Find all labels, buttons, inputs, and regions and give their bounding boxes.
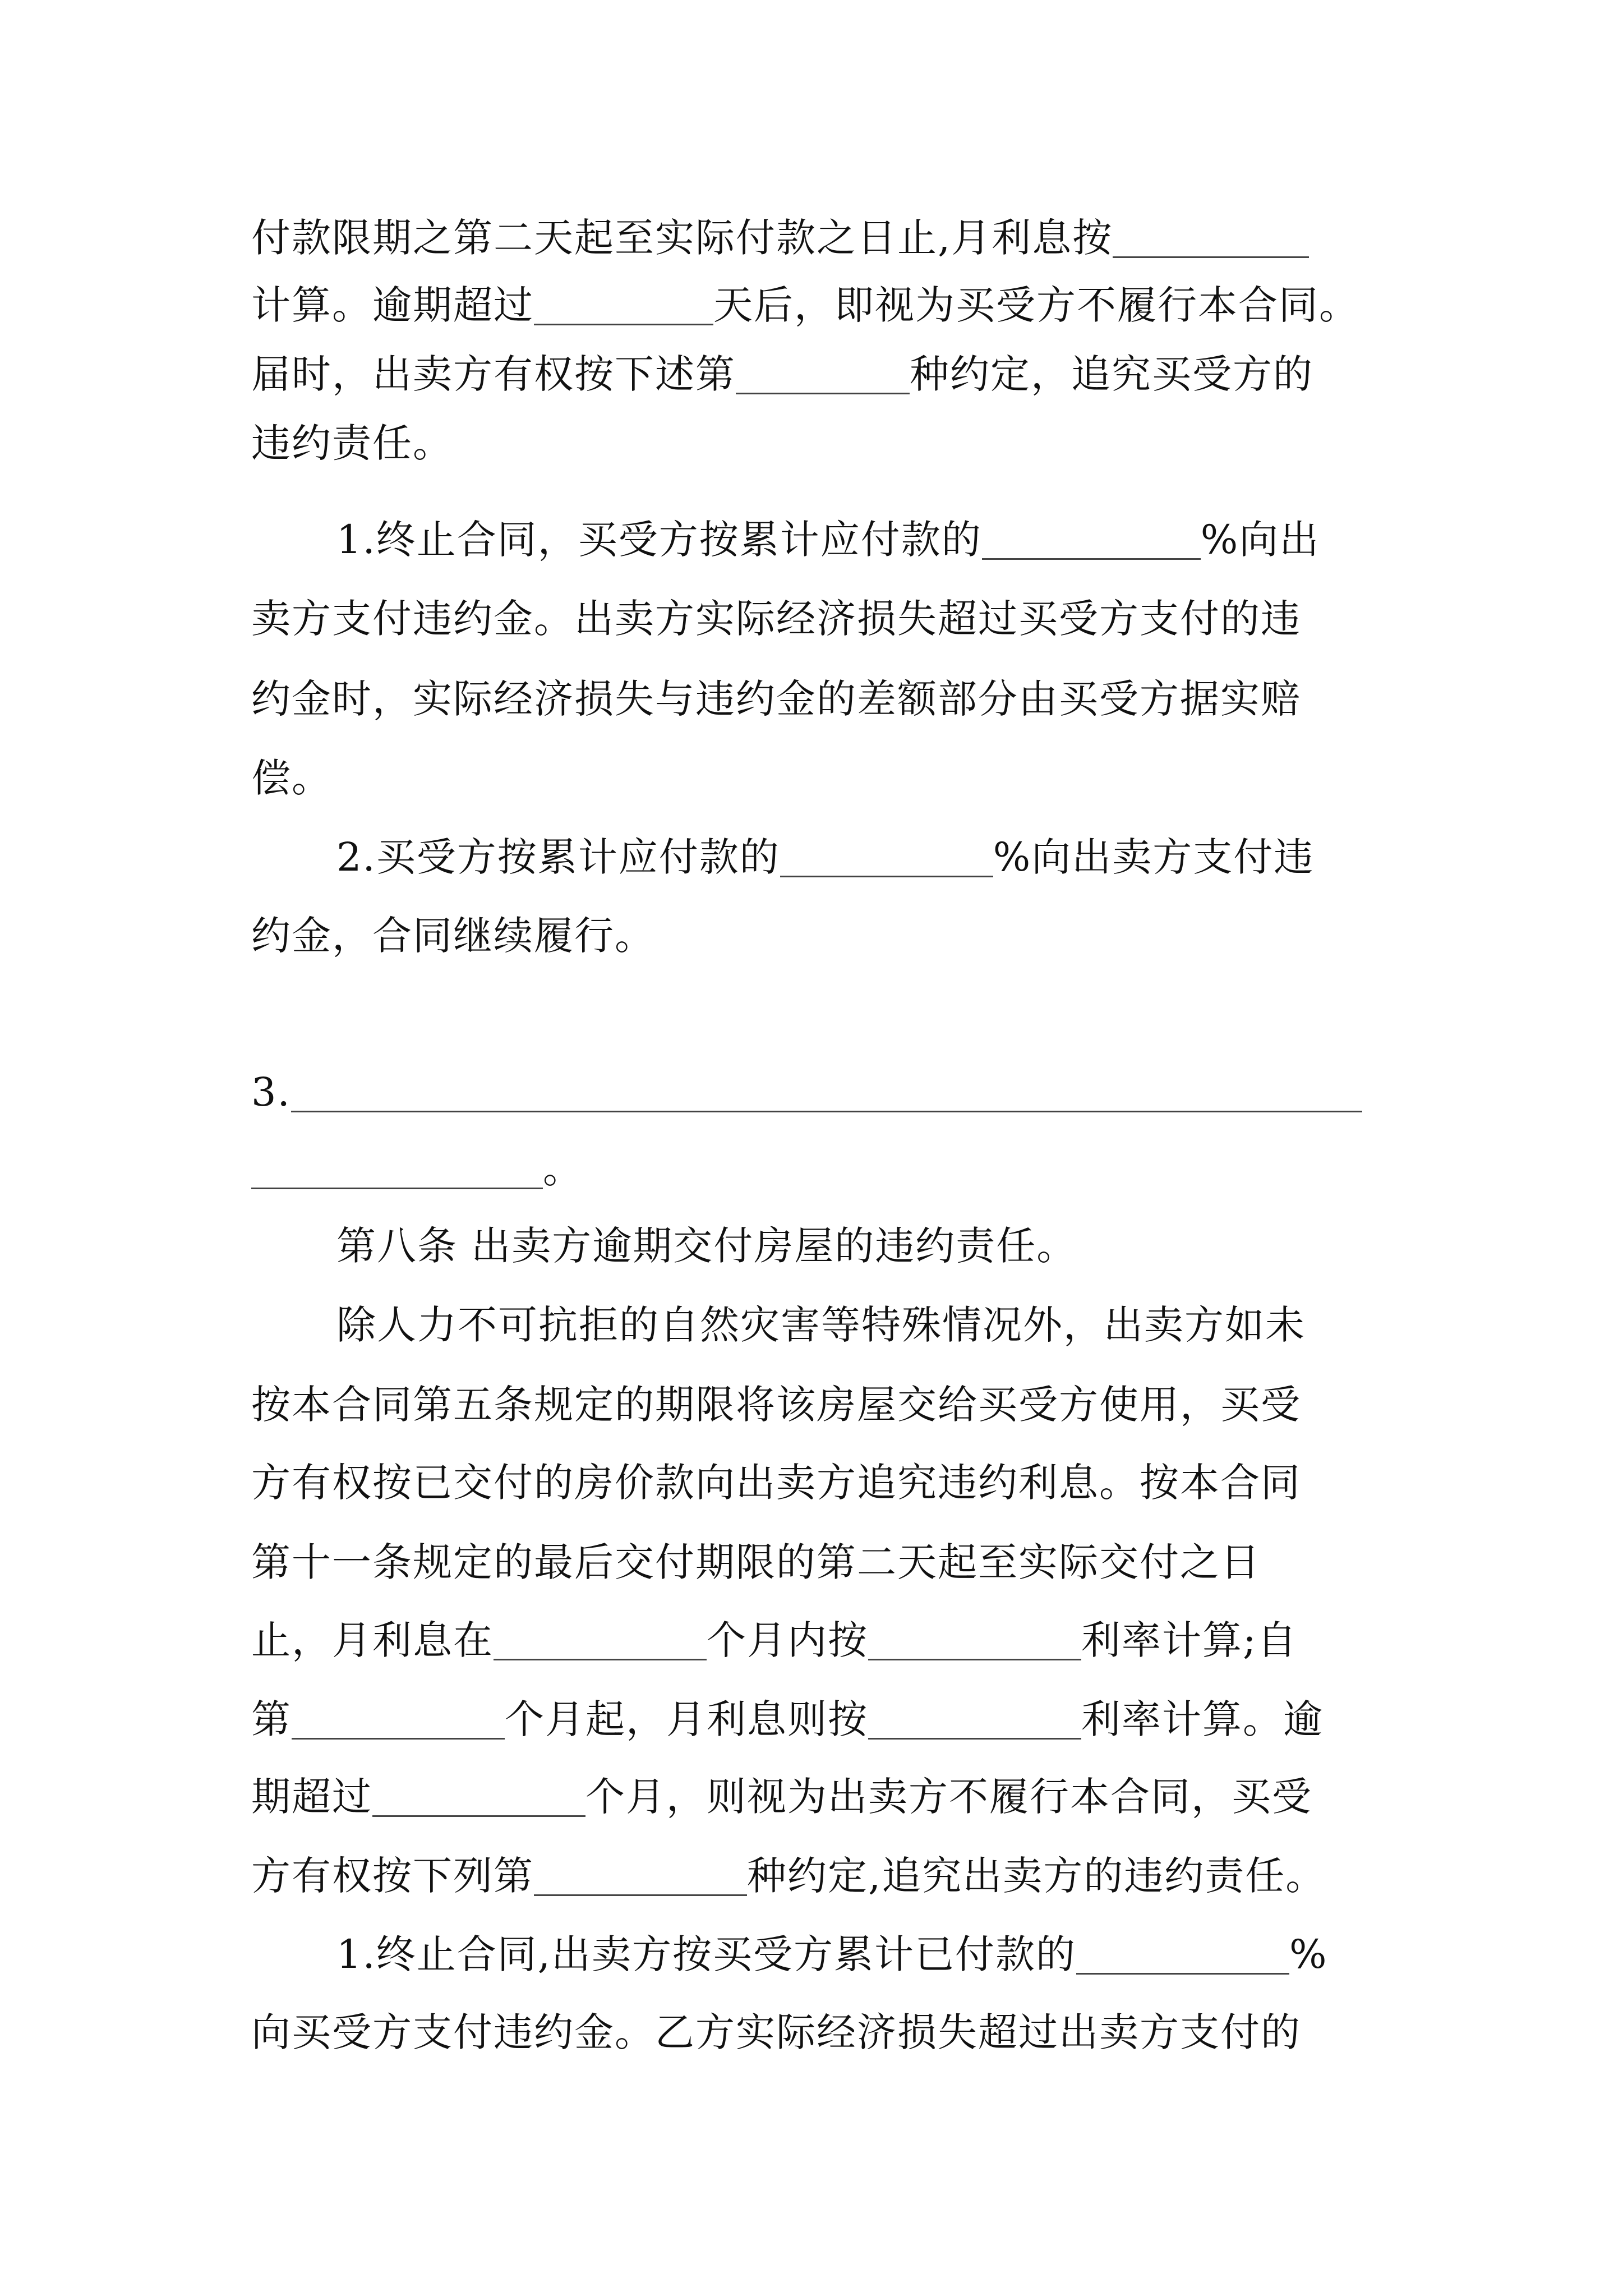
text-segment: %向出 [1200, 517, 1320, 563]
text-line [336, 512, 1320, 568]
text-segment: 期超过 [251, 1774, 372, 1820]
fill-blank[interactable] [868, 1704, 1081, 1740]
fill-blank[interactable] [372, 1782, 585, 1817]
text-segment: % [1289, 1931, 1328, 1977]
text-segment: 。 [543, 1146, 583, 1192]
fill-blank[interactable] [292, 1704, 505, 1740]
text-line [251, 2004, 1301, 2060]
text-segment: 止，月利息在 [251, 1617, 494, 1663]
text-segment: 偿。 [251, 755, 332, 801]
text-segment: 第十一条规定的最后交付期限的第二天起至实际交付之日 [251, 1539, 1261, 1585]
text-segment: 个月内按 [707, 1617, 868, 1663]
text-line [251, 210, 1309, 266]
text-line [336, 1926, 1328, 1982]
fill-blank[interactable] [780, 842, 993, 877]
text-segment: 方有权按下列第 [251, 1853, 534, 1899]
section-heading [336, 1218, 1077, 1274]
fill-blank[interactable] [982, 524, 1201, 560]
text-segment: 天后，即视为买受方不履行本合同。 [713, 282, 1359, 328]
text-line [251, 1612, 1298, 1668]
text-segment: 3. [251, 1069, 291, 1115]
text-line [336, 829, 1314, 885]
text-segment: 2.买受方按累计应付款的 [336, 834, 780, 880]
text-segment: 计算。逾期超过 [251, 282, 534, 328]
text-segment: 1.终止合同,出卖方按买受方累计已付款的 [336, 1931, 1077, 1977]
text-segment: 违约责任。 [251, 420, 453, 466]
fill-blank[interactable] [534, 1861, 747, 1896]
text-segment: 方有权按已交付的房价款向出卖方追究违约利息。按本合同 [251, 1460, 1301, 1506]
text-line [251, 277, 1359, 333]
fill-blank[interactable] [1076, 1939, 1289, 1975]
text-line [251, 1377, 1301, 1433]
text-segment: 利率计算。逾 [1081, 1696, 1324, 1742]
fill-blank[interactable] [494, 1625, 707, 1660]
text-segment: 届时，出卖方有权按下述第 [251, 351, 736, 397]
text-line [251, 1534, 1261, 1590]
fill-blank[interactable] [291, 1077, 1362, 1112]
text-segment: 个月，则视为出卖方不履行本合同，买受 [585, 1774, 1312, 1820]
text-segment: %向出卖方支付违 [993, 834, 1315, 880]
text-line [251, 591, 1301, 647]
text-segment: 1.终止合同，买受方按累计应付款的 [336, 517, 982, 563]
text-line [251, 346, 1313, 402]
text-line [251, 415, 453, 471]
text-segment: 付款限期之第二天起至实际付款之日止,月利息按 [251, 215, 1113, 261]
text-segment: 种约定，追究买受方的 [910, 351, 1313, 397]
fill-blank[interactable] [868, 1625, 1081, 1660]
text-line [251, 1064, 1362, 1120]
text-line [251, 1769, 1312, 1825]
text-segment: 第 [251, 1696, 292, 1742]
text-line [251, 750, 332, 806]
fill-blank[interactable] [251, 1154, 543, 1189]
text-segment: 种约定,追究出卖方的违约责任。 [747, 1853, 1326, 1899]
text-line [251, 1848, 1326, 1904]
fill-blank[interactable] [736, 359, 910, 394]
text-segment: 个月起，月利息则按 [505, 1696, 868, 1742]
text-line [251, 908, 655, 964]
fill-blank[interactable] [1113, 223, 1309, 258]
text-segment: 利率计算;自 [1081, 1617, 1298, 1663]
text-line [336, 1297, 1306, 1353]
text-segment: 卖方支付违约金。出卖方实际经济损失超过买受方支付的违 [251, 596, 1301, 642]
text-line [251, 671, 1301, 727]
text-line [251, 1455, 1301, 1511]
text-segment: 约金时，实际经济损失与违约金的差额部分由买受方据实赔 [251, 676, 1301, 722]
text-segment: 除人力不可抗拒的自然灾害等特殊情况外，出卖方如未 [336, 1302, 1306, 1348]
text-line [251, 1691, 1324, 1747]
text-segment: 向买受方支付违约金。乙方实际经济损失超过出卖方支付的 [251, 2009, 1301, 2055]
text-segment: 按本合同第五条规定的期限将该房屋交给买受方使用，买受 [251, 1382, 1301, 1428]
fill-blank[interactable] [534, 290, 713, 325]
text-segment: 约金，合同继续履行。 [251, 913, 655, 959]
text-line [251, 1141, 583, 1197]
text-segment: 第八条 出卖方逾期交付房屋的违约责任。 [336, 1223, 1077, 1269]
